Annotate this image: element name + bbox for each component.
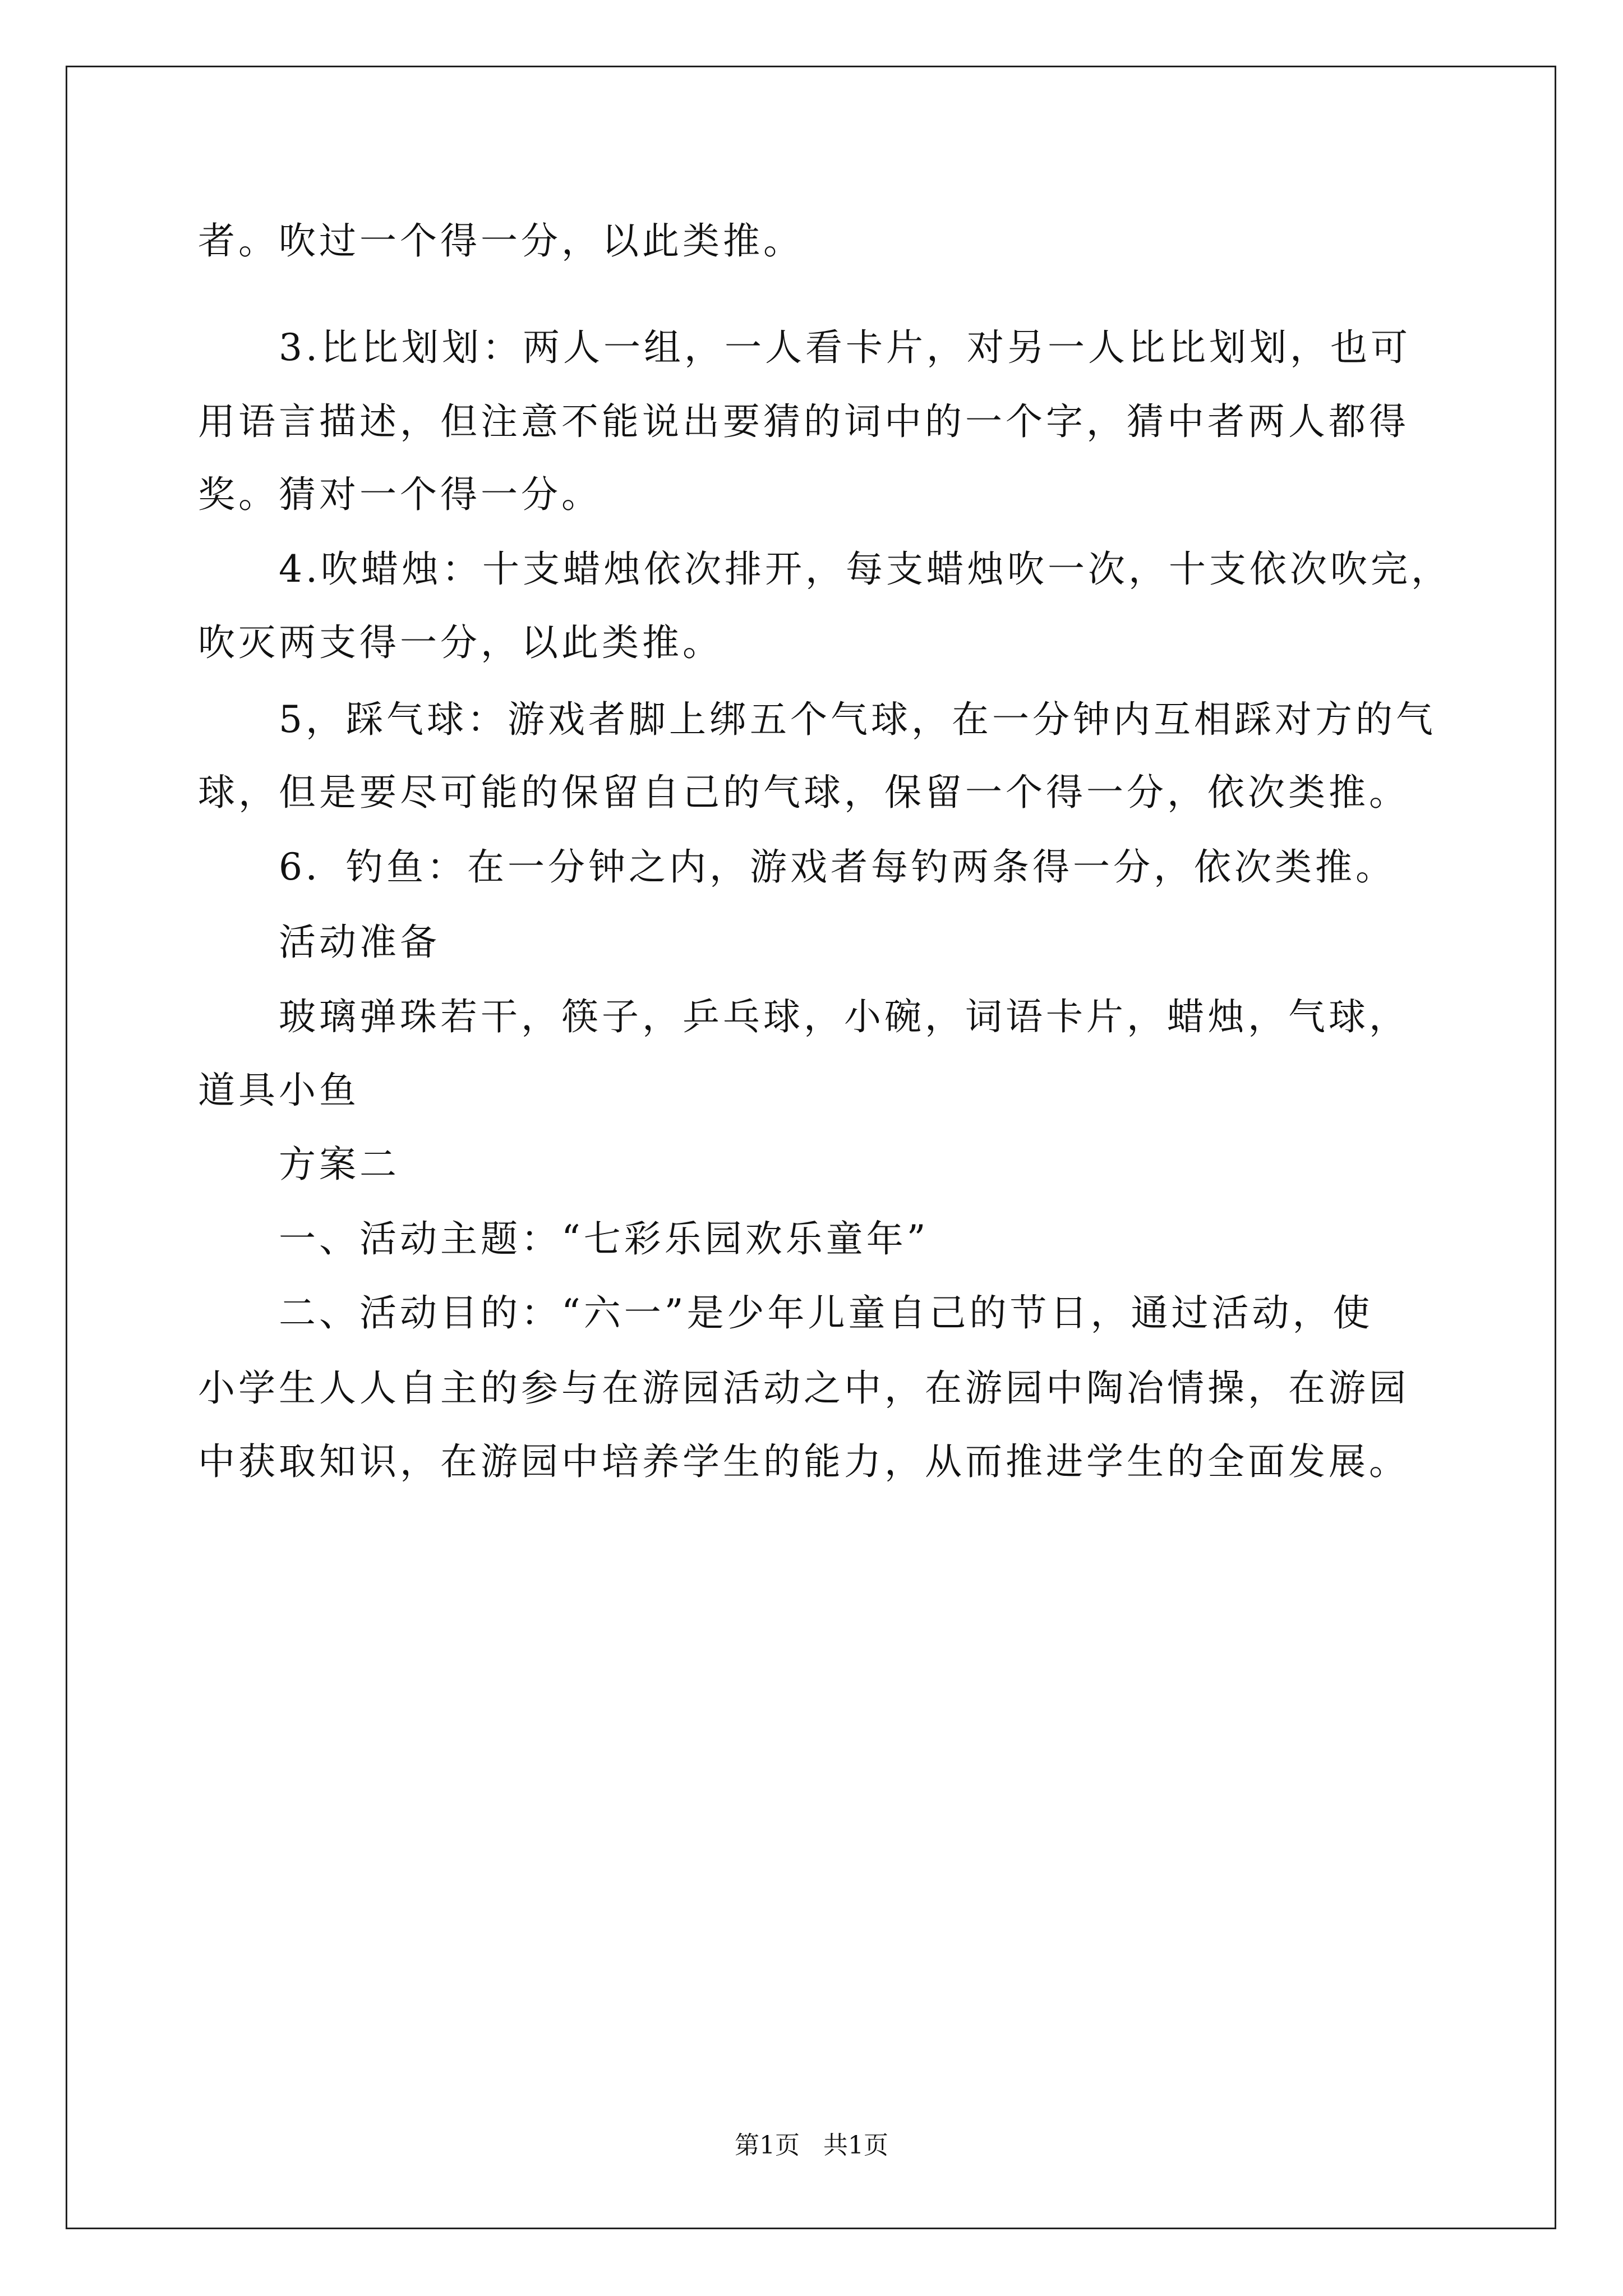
text-line: 球，但是要尽可能的保留自己的气球，保留一个得一分，依次类推。 [198, 771, 1409, 814]
text-line: 小学生人人自主的参与在游园活动之中，在游园中陶冶情操，在游园 [198, 1366, 1409, 1410]
text-line: 吹灭两支得一分，以此类推。 [198, 621, 723, 664]
text-line: 玻璃弹珠若干，筷子，乒乓球，小碗，词语卡片，蜡烛，气球， [279, 995, 1409, 1038]
text-line: 二、活动目的：“六一”是少年儿童自己的节日，通过活动，使 [279, 1291, 1373, 1335]
text-line: 6．钓鱼：在一分钟之内，游戏者每钓两条得一分，依次类推。 [279, 845, 1396, 889]
text-line: 中获取知识，在游园中培养学生的能力，从而推进学生的全面发展。 [198, 1440, 1409, 1483]
page-total: 共1页 [823, 2131, 888, 2160]
section-heading: 活动准备 [279, 921, 440, 964]
section-heading: 方案二 [279, 1143, 400, 1186]
text-line: 一、活动主题：“七彩乐园欢乐童年” [279, 1217, 929, 1260]
text-line: 4.吹蜡烛：十支蜡烛依次排开，每支蜡烛吹一次，十支依次吹完， [279, 547, 1451, 591]
page-footer [0, 2129, 1623, 2162]
text-line: 道具小鱼 [198, 1069, 359, 1112]
text-line: 奖。猜对一个得一分。 [198, 473, 602, 516]
text-line: 5，踩气球：游戏者脚上绑五个气球，在一分钟内互相踩对方的气 [279, 698, 1436, 741]
page-number: 第1页 [735, 2131, 800, 2160]
text-line: 者。吹过一个得一分，以此类推。 [198, 219, 804, 263]
text-line: 用语言描述，但注意不能说出要猜的词中的一个字，猜中者两人都得 [198, 400, 1409, 443]
text-line: 3.比比划划：两人一组，一人看卡片，对另一人比比划划，也可 [279, 326, 1411, 369]
